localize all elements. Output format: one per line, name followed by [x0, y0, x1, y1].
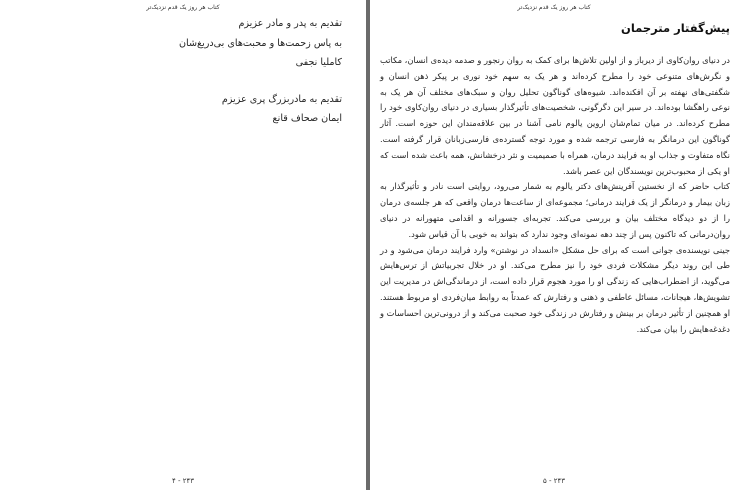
running-head: کتاب هر روز یک قدم نزدیک‌تر	[517, 4, 591, 11]
body-text	[380, 53, 730, 337]
paragraph: کتاب حاضر که از نخستین آفرینش‌های دکتر یالوم به شمار می‌رود، روایتی است نادر و تأثیرگذار به زبان بیمار و درمانگر از یک فرایند درمانی؛ مجموعه‌ای از ساعت‌ها درمان واقعی که هر جلسه‌ی درمان را از دو دیدگاه مختلف بیان و بررسی می‌کند. تجربه‌ای جسورانه و اقدامی متهورانه در دنیای روان‌درمانی که تاکنون پس از چند دهه نمونه‌ای وجود ندارد که بتواند به خوبی با آن قیاس شود.	[380, 181, 730, 239]
dedication	[42, 14, 342, 129]
page-number: ۲۴۳ - ۵	[542, 477, 566, 485]
right-page	[370, 0, 738, 490]
dedication-signature: کاملیا نجفی	[295, 57, 342, 69]
dedication-line: تقدیم به مادربزرگ پری عزیزم	[221, 93, 342, 105]
dedication-signature: ایمان صحاف قانع	[272, 113, 342, 125]
chapter-title: پیش‌گفتار مترجمان	[621, 21, 730, 35]
page-number: ۲۴۳ - ۴	[171, 477, 195, 485]
left-page	[0, 0, 366, 490]
dedication-line: تقدیم به پدر و مادر عزیزم	[238, 18, 342, 29]
running-head: کتاب هر روز یک قدم نزدیک‌تر	[146, 4, 220, 11]
paragraph: در دنیای روان‌کاوی از دیرباز و از اولین تلاش‌ها برای کمک به روان رنجور و صدمه دیده‌ی انسان، مکاتب و نگرش‌های متنوعی خود را مطرح کرده‌اند و هر یک به سهم خود نوری بر پیکر ذهن انسان و شگفتی‌های نهفته بر آن افکنده‌اند. شیوه‌های گوناگون تحلیل روان و سبک‌های مختلف آن هر یک به نوعی راهگشا بوده‌اند. در سیر این دگرگونی، شخصیت‌های تأثیرگذار بسیاری در دنیای روان‌کاوی خود را مطرح کرده‌اند. در میان تمام‌شان اروین یالوم نامی آشنا در بین علاقه‌مندان این حوزه است. آثار گوناگون این درمانگر به فارسی ترجمه شده و مورد توجه گسترده‌ی فارسی‌زبانان قرار گرفته است. نگاه متفاوت و جذاب او به فرایند درمان، همراه با صمیمیت و نثر درخشانش، همه باعث شده است که او یکی از محبوب‌ترین نویسندگان این عصر باشد.	[380, 55, 730, 176]
paragraph: جینی نویسنده‌ی جوانی است که برای حل مشکل «انسداد در نوشتن» وارد فرایند درمان می‌شود و در طی این روند دیگر مشکلات فردی خود را نیز مطرح می‌کند. او در خلال تجربیاتش از ترس‌هایش می‌گوید، از اضطراب‌هایی که زندگی او را مورد هجوم قرار داده است، از درماندگی‌اش در مدیریت این تشویش‌ها، هیجانات، مسائل عاطفی و ذهنی و رفتارش که عمدتاً به روابط میان‌فردی او مربوط هستند. او همچنین از تأثیر درمان بر بینش و رفتارش در زندگی خود صحبت می‌کند و از درونی‌ترین احساسات و دغدغه‌هایش را بیان می‌کند.	[380, 244, 730, 334]
dedication-line: به پاس زحمت‌ها و محبت‌های بی‌دریغ‌شان	[178, 37, 342, 49]
